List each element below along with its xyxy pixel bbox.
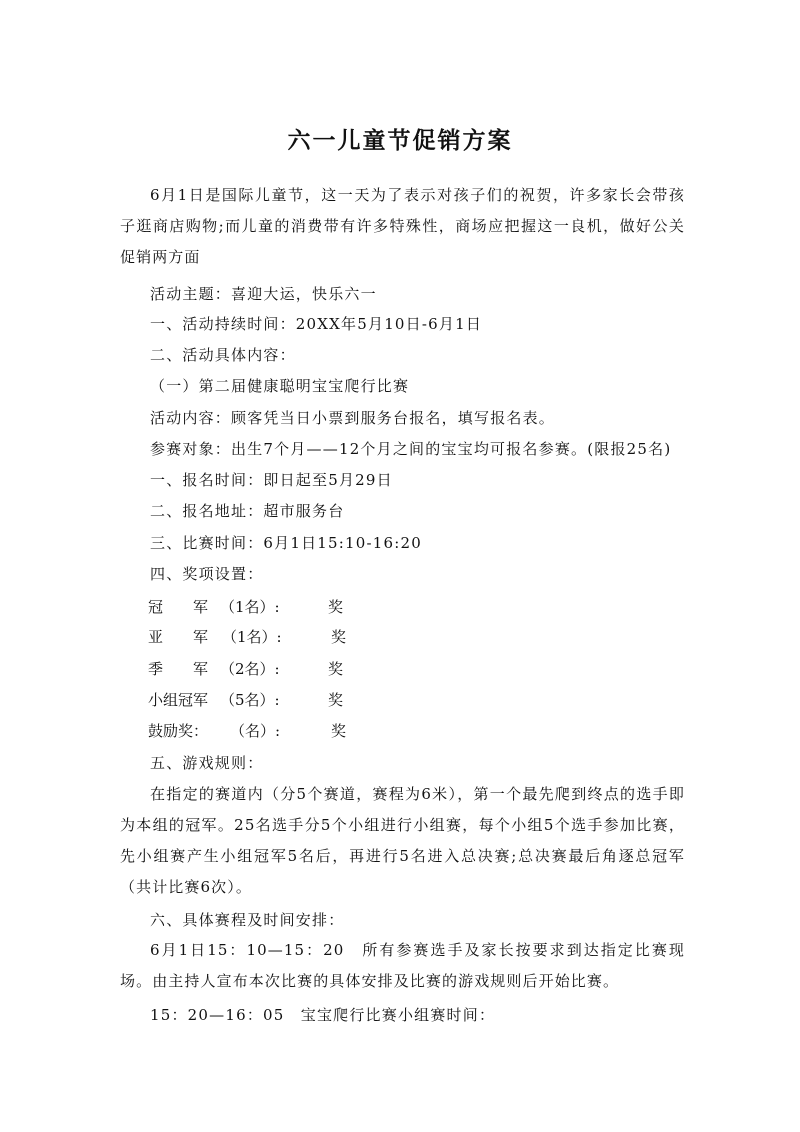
award-name: 亚 军 [148, 628, 209, 646]
schedule-line-2: 15：20—16：05 宝宝爬行比赛小组赛时间： [150, 1006, 496, 1024]
duration-line: 一、活动持续时间：20XX年5月10日-6月1日 [150, 315, 483, 333]
award-prize: 奖 [331, 628, 347, 646]
award-count: （名）: [230, 722, 281, 740]
event-content-line: 活动内容：顾客凭当日小票到服务台报名，填写报名表。 [150, 409, 556, 427]
award-prize: 奖 [328, 691, 344, 709]
award-prize: 奖 [328, 598, 344, 616]
award-count: （5名）: [220, 691, 280, 709]
intro-paragraph: 6月1日是国际儿童节，这一天为了表示对孩子们的祝贺，许多家长会带孩子逛商店购物;而儿童的消费带有许多特殊性，商场应把握这一良机，做好公关促销两方面 [120, 186, 685, 266]
award-count: （1名）: [222, 628, 282, 646]
rules-heading: 五、游戏规则： [150, 754, 264, 772]
award-name: 冠 军 [148, 598, 209, 616]
page-title: 六一儿童节促销方案 [287, 128, 513, 154]
signup-place-line: 二、报名地址：超市服务台 [150, 502, 345, 520]
award-prize: 奖 [328, 660, 344, 678]
signup-time-line: 一、报名时间：即日起至5月29日 [150, 471, 393, 489]
theme-line: 活动主题：喜迎大运，快乐六一 [150, 285, 377, 303]
awards-heading: 四、奖项设置： [150, 565, 264, 583]
award-name: 鼓励奖： [148, 722, 209, 740]
schedule-heading: 六、具体赛程及时间安排： [150, 911, 345, 929]
participants-line: 参赛对象：出生7个月——12个月之间的宝宝均可报名参赛。(限报25名) [150, 440, 672, 458]
match-time-line: 三、比赛时间：6月1日15:10-16:20 [150, 534, 423, 552]
award-count: （1名）: [220, 598, 280, 616]
content-heading: 二、活动具体内容： [150, 346, 296, 364]
award-name: 季 军 [148, 660, 209, 678]
award-count: （2名）: [220, 660, 280, 678]
award-prize: 奖 [331, 722, 347, 740]
rules-paragraph: 在指定的赛道内（分5个赛道，赛程为6米），第一个最先爬到终点的选手即为本组的冠军。25名选手分5个小组进行小组赛，每个小组5个选手参加比赛，先小组赛产生小组冠军5名后，再进行5名进入总决赛;总决赛最后角逐总冠军（共计比赛6次）。 [120, 785, 685, 896]
award-name: 小组冠军 [148, 691, 209, 709]
event-title: （一）第二届健康聪明宝宝爬行比赛 [150, 377, 410, 395]
schedule-paragraph-1: 6月1日15：10—15：20 所有参赛选手及家长按要求到达指定比赛现场。由主持人宣布本次比赛的具体安排及比赛的游戏规则后开始比赛。 [120, 941, 685, 990]
